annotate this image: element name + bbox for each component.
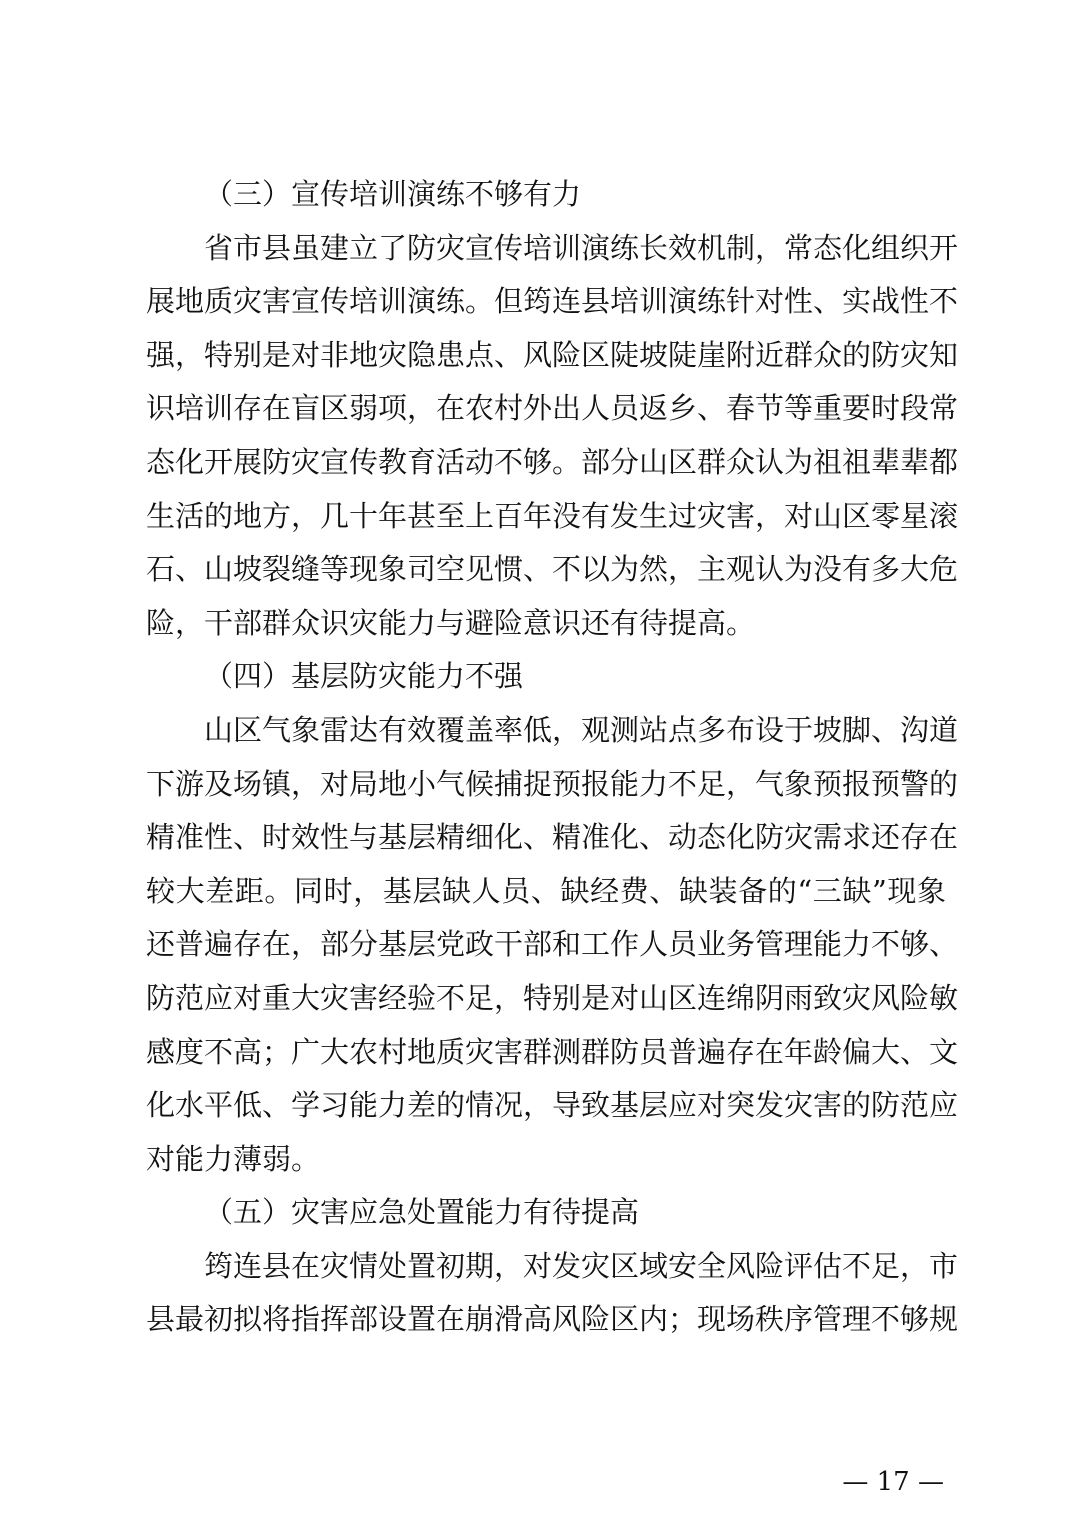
paragraph-line: 石、山坡裂缝等现象司空见惯、不以为然，主观认为没有多大危 xyxy=(146,552,959,587)
paragraph-line: 下游及场镇，对局地小气候捕捉预报能力不足，气象预报预警的 xyxy=(146,766,959,801)
paragraph-line: 险，干部群众识灾能力与避险意识还有待提高。 xyxy=(146,605,756,640)
paragraph-line: 化水平低、学习能力差的情况，导致基层应对突发灾害的防范应 xyxy=(146,1088,959,1123)
paragraph-line: 筠连县在灾情处置初期，对发灾区域安全风险评估不足，市 xyxy=(204,1248,959,1283)
paragraph-line: 强，特别是对非地灾隐患点、风险区陡坡陡崖附近群众的防灾知 xyxy=(146,337,959,372)
paragraph-line: 识培训存在盲区弱项，在农村外出人员返乡、春节等重要时段常 xyxy=(146,391,959,426)
paragraph-line: 感度不高；广大农村地质灾害群测群防员普遍存在年龄偏大、文 xyxy=(146,1034,959,1069)
paragraph-line: 县最初拟将指挥部设置在崩滑高风险区内；现场秩序管理不够规 xyxy=(146,1302,959,1337)
paragraph-line: 对能力薄弱。 xyxy=(146,1141,321,1176)
paragraph-line: 较大差距。同时，基层缺人员、缺经费、缺装备的“三缺”现象 xyxy=(146,873,946,908)
paragraph-line: 还普遍存在，部分基层党政干部和工作人员业务管理能力不够、 xyxy=(146,927,959,962)
paragraph-line: 态化开展防灾宣传教育活动不够。部分山区群众认为祖祖辈辈都 xyxy=(146,444,959,479)
document-body xyxy=(146,168,959,1347)
paragraph-line: 展地质灾害宣传培训演练。但筠连县培训演练针对性、实战性不 xyxy=(146,284,959,319)
paragraph-line: 山区气象雷达有效覆盖率低，观测站点多布设于坡脚、沟道 xyxy=(204,712,959,747)
paragraph-line: 省市县虽建立了防灾宣传培训演练长效机制，常态化组织开 xyxy=(204,230,959,265)
paragraph-line: 生活的地方，几十年甚至上百年没有发生过灾害，对山区零星滚 xyxy=(146,498,959,533)
paragraph-line: 精准性、时效性与基层精细化、精准化、动态化防灾需求还存在 xyxy=(146,820,959,855)
section-heading-3: （三）宣传培训演练不够有力 xyxy=(204,177,582,211)
section-heading-4: （四）基层防灾能力不强 xyxy=(204,659,524,694)
section-heading-5: （五）灾害应急处置能力有待提高 xyxy=(204,1195,640,1230)
paragraph-line: 防范应对重大灾害经验不足，特别是对山区连绵阴雨致灾风险敏 xyxy=(146,980,959,1015)
page-number: — 17 — xyxy=(842,1467,944,1497)
